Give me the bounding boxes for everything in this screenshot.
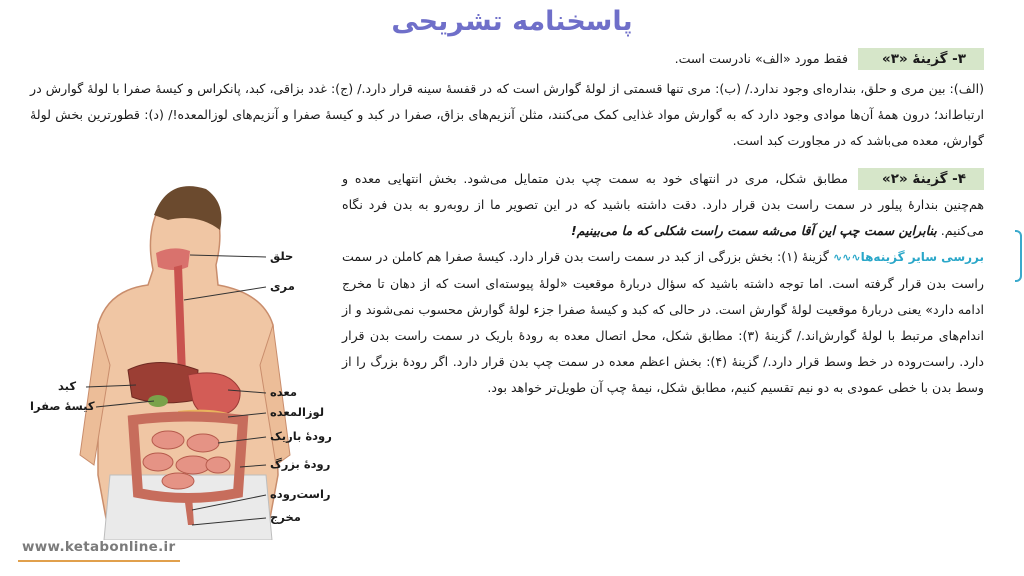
label-stomach: معده xyxy=(270,385,298,399)
footer-url[interactable]: www.ketabonline.ir xyxy=(22,539,176,555)
label-small-intestine: رودۀ باریک xyxy=(270,429,332,443)
q3-body: (الف): بین مری و حلق، بنداره‌ای وجود ندارد./ (ب): مری تنها قسمتی از لولۀ گوارش است که در قفسۀ سینه قرار دارد./ (ج): غدد بزاقی، کبد، پانکراس و کیسۀ صفرا با لولۀ گوارش در ارتباط‌اند؛ درون همۀ آن‌ها موادی وجود دارد که به گوارش مواد غذایی کمک می‌کنند، مثلن آنزیم‌های بزاق، صفرا در کبد و کیسۀ صفرا و آنزیم‌های لوزالمعده!/ (د): قطورترین بخش لولۀ گوارش، معده می‌باشد که در مجاورت کبد است. xyxy=(30,81,984,148)
review-badge: بررسی سایر گزینه‌ها∿∿∿ xyxy=(832,250,984,264)
digestive-system-figure xyxy=(28,175,338,540)
wave-icon: ∿∿∿ xyxy=(832,251,861,264)
q3-label: ۳- گزینۀ «۳» xyxy=(858,48,984,70)
label-gallbladder: کیسۀ صفرا xyxy=(30,399,95,413)
q3-intro: فقط مورد «الف» نادرست است. xyxy=(674,51,849,66)
label-pharynx: حلق xyxy=(270,249,294,263)
q4-label: ۴- گزینۀ «۲» xyxy=(858,168,984,190)
label-anus: مخرج xyxy=(270,510,301,524)
page-title: پاسخنامه تشریحی xyxy=(391,6,633,37)
q4-body-1: مطابق شکل، مری در انتهای خود به سمت چپ بدن متمایل می‌شود. بخش انتهایی معده و هم‌چنین بندارۀ پیلور در سمت راست بدن قرار دارد. دقت داشته باشید که در این تصویر ما از روبه‌رو به بدن فرد نگاه می‌کنیم. xyxy=(342,171,984,238)
label-large-intestine: رودۀ بزرگ xyxy=(270,457,331,471)
footer-divider xyxy=(18,560,180,562)
label-liver: کبد xyxy=(58,379,77,393)
label-esophagus: مری xyxy=(270,279,295,293)
body-illustration xyxy=(28,175,338,540)
side-bracket-icon xyxy=(1015,230,1022,282)
q4-paragraph xyxy=(342,166,984,401)
q3-intro-line xyxy=(344,46,984,72)
label-rectum: راست‌روده xyxy=(270,487,331,501)
label-pancreas: لوزالمعده xyxy=(270,405,325,419)
q4-body-2: گزینۀ (۱): بخش بزرگی از کبد در سمت راست بدن قرار دارد. کیسۀ صفرا هم کاملن در سمت راست بدن قرار گرفته است. اما توجه داشته باشید که سؤال دربارۀ موقعیت «لولۀ پیوسته‌ای است که از دهان تا مخرج ادامه دارد» یعنی دربارۀ موقعیت لولۀ گوارش است. در حالی که کبد و کیسۀ صفرا جزء لولۀ گوارش محسوب نمی‌شوند و از اندام‌های مرتبط با لولۀ گوارش‌اند./ گزینۀ (۳): مطابق شکل، محل اتصال معده به رودۀ باریک در سمت راست بدن قرار دارد. راست‌روده در خط وسط قرار دارد./ گزینۀ (۴): بخش اعظم معده در سمت چپ بدن قرار دارد. اگر رودۀ بزرگ را از وسط بدن با خطی عمودی به دو نیم تقسیم کنیم، مطابق شکل، نیمۀ چپ آن طویل‌تر خواهد بود. xyxy=(342,249,985,395)
q4-emphasis: بنابراین سمت چپ این آقا می‌شه سمت راست شکلی که ما می‌بینیم! xyxy=(571,223,937,238)
